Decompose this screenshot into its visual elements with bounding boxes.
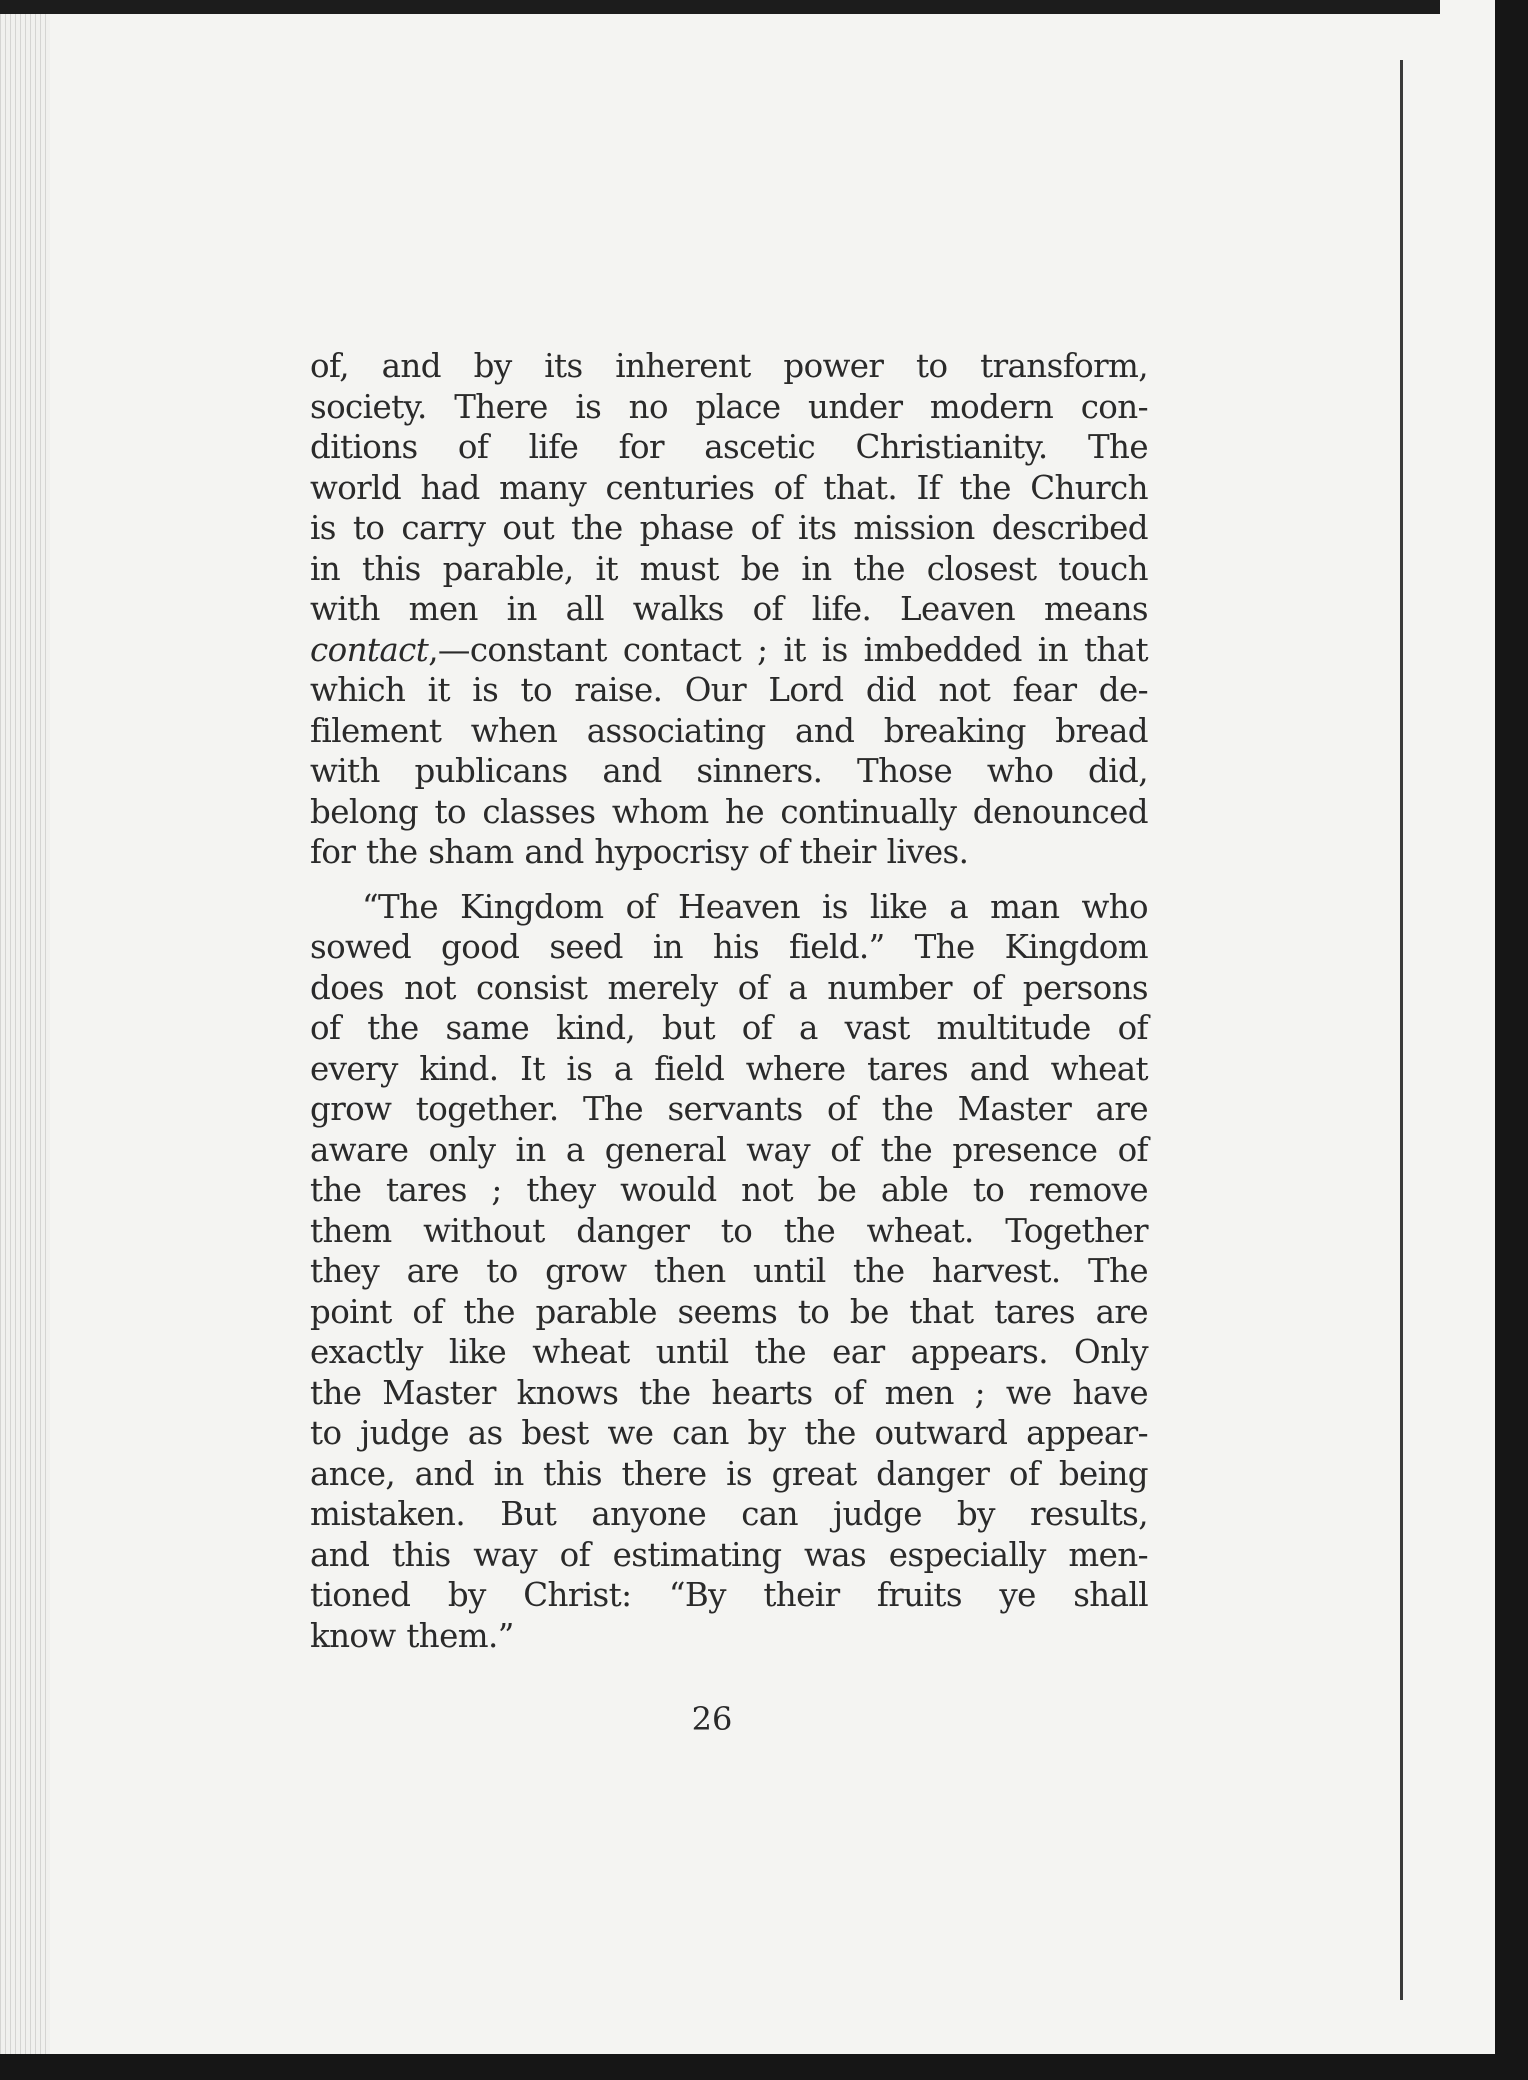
text-line: ance, and in this there is great danger of being: [310, 1454, 1148, 1493]
text-line: for the sham and hypocrisy of their lives.: [310, 833, 969, 871]
paragraph-gap: [310, 873, 1148, 887]
text-line: know them.”: [310, 1616, 514, 1655]
text-line: society. There is no place under modern con-: [310, 387, 1148, 426]
text-line: does not consist merely of a number of persons: [310, 968, 1148, 1007]
text-line: every kind. It is a field where tares and wheat: [310, 1049, 1148, 1088]
text-line: grow together. The servants of the Master are: [310, 1090, 1148, 1128]
binding-gutter-line: [1400, 60, 1403, 2000]
text-line: world had many centuries of that. If the Church: [310, 468, 1148, 507]
left-page-edges: [0, 14, 50, 2054]
text-line: aware only in a general way of the presence of: [310, 1130, 1148, 1169]
text-line-with-italic: [310, 630, 1148, 671]
text-line: the tares ; they would not be able to remove: [310, 1171, 1148, 1209]
text-line: of, and by its inherent power to transform,: [310, 347, 1148, 385]
text-line: them without danger to the wheat. Together: [310, 1211, 1148, 1250]
text-line: the Master knows the hearts of men ; we have: [310, 1373, 1148, 1412]
body-text: [310, 346, 1148, 1656]
text-line: they are to grow then until the harvest. The: [310, 1252, 1148, 1290]
text-line: which it is to raise. Our Lord did not fear de-: [310, 671, 1148, 709]
scan-border-right: [1495, 0, 1528, 2080]
text-line: filement when associating and breaking bread: [310, 711, 1148, 750]
text-line: of the same kind, but of a vast multitude of: [310, 1009, 1148, 1047]
scan-border-bottom: [0, 2054, 1528, 2080]
text-line: with men in all walks of life. Leaven means: [310, 590, 1148, 628]
text-line: to judge as best we can by the outward appear-: [310, 1414, 1148, 1452]
book-page: [0, 14, 1440, 2054]
text-line: point of the parable seems to be that tares are: [310, 1292, 1148, 1331]
text-line: exactly like wheat until the ear appears. Only: [310, 1333, 1148, 1371]
text-line: in this parable, it must be in the closest touch: [310, 549, 1148, 588]
text-line: with publicans and sinners. Those who did,: [310, 752, 1148, 790]
text-line: sowed good seed in his field.” The Kingdom: [310, 928, 1148, 966]
italic-word: contact: [310, 630, 429, 669]
text-line: tioned by Christ: “By their fruits ye shall: [310, 1576, 1148, 1614]
text-line: belong to classes whom he continually denounced: [310, 792, 1148, 831]
page-number: 26: [691, 1700, 733, 1738]
text-line: is to carry out the phase of its mission described: [310, 509, 1148, 547]
paragraph-1: [310, 346, 1148, 873]
text-line: and this way of estimating was especially men-: [310, 1535, 1148, 1574]
text-fragment: ,—constant contact ; it is imbedded in that: [428, 630, 1148, 669]
text-line: “The Kingdom of Heaven is like a man who: [362, 887, 1148, 926]
text-line: ditions of life for ascetic Christianity. The: [310, 428, 1148, 466]
text-line: mistaken. But anyone can judge by results,: [310, 1495, 1148, 1533]
paragraph-2: [310, 887, 1148, 1657]
